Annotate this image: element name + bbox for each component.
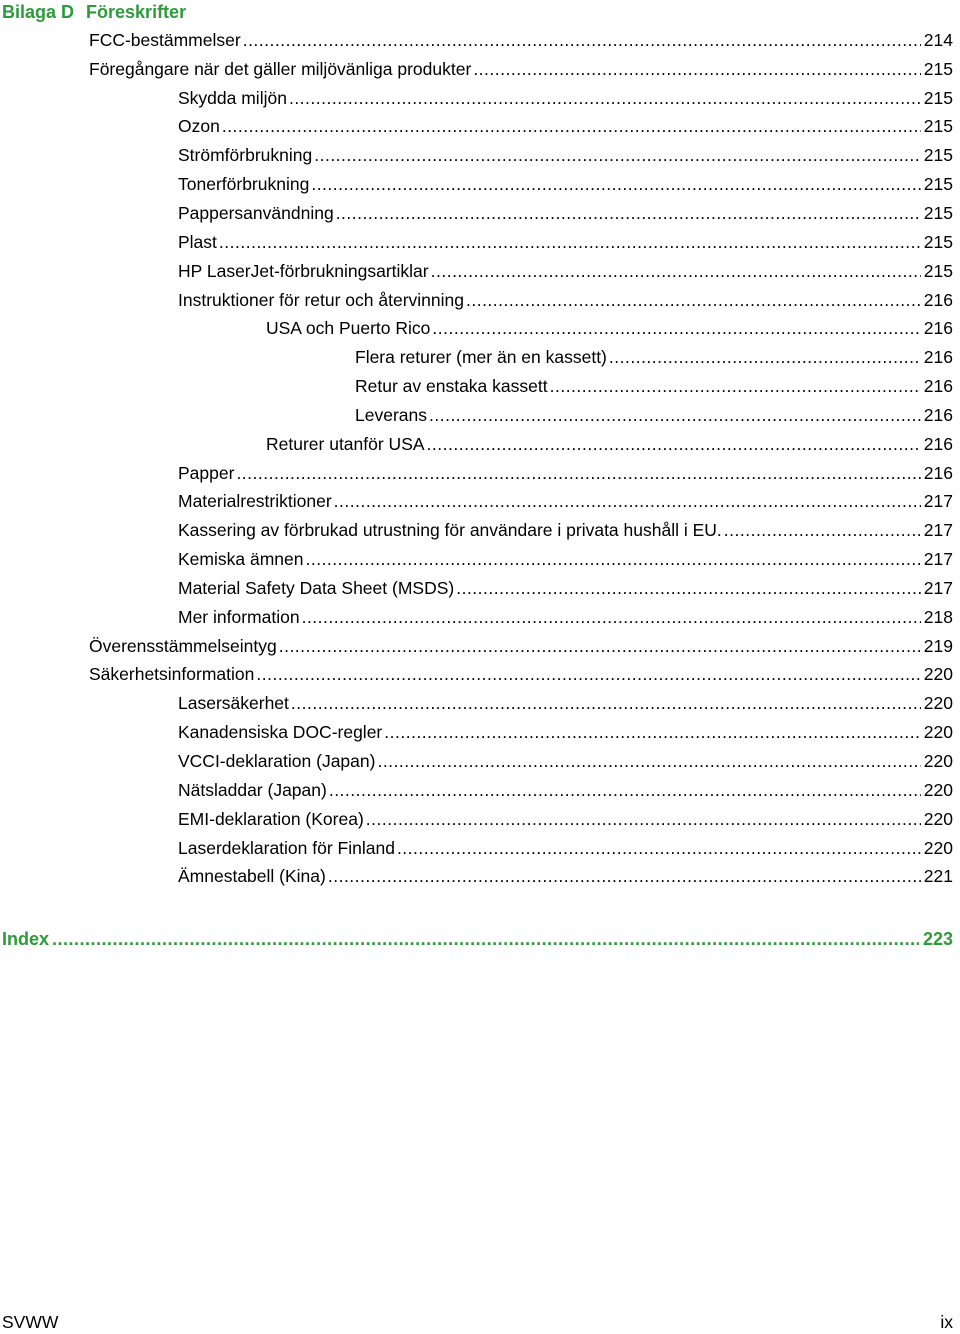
toc-entry-title: Material Safety Data Sheet (MSDS) (178, 577, 455, 598)
chapter-title: Föreskrifter (86, 2, 187, 22)
dot-leader (334, 491, 921, 512)
toc-entry[interactable] (0, 516, 960, 545)
toc-entry-title: Tonerförbrukning (178, 174, 310, 195)
toc-entry-page: 220 (923, 722, 953, 743)
toc-entry-page: 217 (923, 520, 953, 541)
toc-entry-title: EMI-deklaration (Korea) (178, 808, 364, 829)
toc-entry[interactable] (0, 747, 960, 776)
toc-entry-page: 220 (923, 779, 953, 800)
dot-leader (456, 578, 921, 599)
toc-entry-title: Nätsladdar (Japan) (178, 779, 327, 800)
toc-entry-title: Föregångare när det gäller miljövänliga produkter (89, 58, 472, 79)
toc-entry-title: Leverans (355, 404, 427, 425)
toc-entry[interactable] (0, 718, 960, 747)
toc-entry-page: 217 (923, 491, 953, 512)
toc-entry-title: Ämnestabell (Kina) (178, 866, 326, 887)
toc-entry-page: 220 (923, 837, 953, 858)
dot-leader (289, 88, 921, 109)
dot-leader (431, 261, 921, 282)
toc-entry-title: Laserdeklaration för Finland (178, 837, 395, 858)
dot-leader (609, 347, 921, 368)
dot-leader (724, 520, 921, 541)
toc-entry[interactable] (0, 805, 960, 834)
dot-leader (397, 838, 921, 859)
toc-entry-title: Överensstämmelseintyg (89, 635, 277, 656)
toc-entry[interactable] (0, 286, 960, 315)
toc-entry-title: Strömförbrukning (178, 145, 313, 166)
toc-entry-title: Lasersäkerhet (178, 693, 289, 714)
toc-entry-page: 220 (923, 751, 953, 772)
toc-entry-page: 215 (923, 202, 953, 223)
toc-entry-title: FCC-bestämmelser (89, 29, 241, 50)
dot-leader (291, 693, 921, 714)
toc-entry-title: Kassering av förbrukad utrustning för användare i privata hushåll i EU. (178, 520, 722, 541)
toc-entry-title: Plast (178, 231, 217, 252)
toc-entry-title: Kanadensiska DOC-regler (178, 722, 383, 743)
toc-entry-page: 216 (923, 404, 953, 425)
dot-leader (384, 722, 921, 743)
dot-leader (429, 405, 921, 426)
dot-leader (279, 636, 921, 657)
toc-entry-page: 215 (923, 260, 953, 281)
toc-entry-title: Papper (178, 462, 235, 483)
toc-entry[interactable] (0, 574, 960, 603)
index-entry-page: 223 (922, 928, 953, 949)
toc-entry[interactable] (0, 257, 960, 286)
dot-leader (473, 59, 920, 80)
toc-entry-page: 215 (923, 145, 953, 166)
toc-entry[interactable] (0, 459, 960, 488)
toc-entry-title: Retur av enstaka kassett (355, 376, 548, 397)
dot-leader (302, 607, 921, 628)
toc-entry-title: Säkerhetsinformation (89, 664, 255, 685)
toc-entry[interactable] (0, 834, 960, 863)
toc-entry-page: 220 (923, 693, 953, 714)
toc-entry[interactable] (0, 545, 960, 574)
dot-leader (550, 376, 921, 397)
toc-entry-page: 220 (923, 808, 953, 829)
toc-entry[interactable] (0, 632, 960, 661)
table-of-contents (0, 26, 960, 891)
toc-entry-title: Materialrestriktioner (178, 491, 332, 512)
toc-entry[interactable] (0, 862, 960, 891)
toc-entry[interactable] (0, 343, 960, 372)
toc-entry-page: 217 (923, 549, 953, 570)
toc-entry-page: 217 (923, 577, 953, 598)
toc-entry-page: 215 (923, 58, 953, 79)
toc-entry-title: VCCI-deklaration (Japan) (178, 751, 376, 772)
toc-entry-title: Ozon (178, 116, 220, 137)
dot-leader (328, 866, 921, 887)
toc-entry-title: Instruktioner för retur och återvinning (178, 289, 464, 310)
toc-entry-title: HP LaserJet-förbrukningsartiklar (178, 260, 429, 281)
toc-entry-title: Pappersanvändning (178, 202, 334, 223)
dot-leader (52, 929, 919, 950)
dot-leader (222, 116, 921, 137)
toc-entry[interactable] (0, 488, 960, 517)
toc-entry-page: 216 (923, 462, 953, 483)
toc-entry[interactable] (0, 199, 960, 228)
toc-entry[interactable] (0, 55, 960, 84)
dot-leader (256, 664, 920, 685)
footer-left-label: SVWW (2, 1312, 59, 1332)
toc-entry-page: 215 (923, 231, 953, 252)
dot-leader (432, 318, 920, 339)
chapter-number: Bilaga D (2, 2, 75, 22)
chapter-heading (2, 0, 186, 24)
toc-entry-page: 215 (923, 87, 953, 108)
dot-leader (366, 809, 921, 830)
toc-entry[interactable] (0, 84, 960, 113)
toc-entry[interactable] (0, 372, 960, 401)
toc-entry[interactable] (0, 228, 960, 257)
toc-entry-page: 215 (923, 116, 953, 137)
toc-entry-page: 218 (923, 606, 953, 627)
footer-page-number: ix (940, 1312, 953, 1332)
toc-entry[interactable] (0, 141, 960, 170)
toc-entry[interactable] (0, 776, 960, 805)
toc-entry-title: Mer information (178, 606, 300, 627)
index-entry-title: Index (2, 928, 50, 949)
toc-entry-page: 219 (923, 635, 953, 656)
dot-leader (427, 434, 921, 455)
dot-leader (219, 232, 921, 253)
dot-leader (377, 751, 920, 772)
toc-entry[interactable] (0, 430, 960, 459)
toc-entry[interactable] (0, 661, 960, 690)
toc-entry[interactable] (0, 603, 960, 632)
dot-leader (236, 463, 920, 484)
toc-entry[interactable] (0, 170, 960, 199)
toc-entry-title: Kemiska ämnen (178, 549, 304, 570)
toc-entry-page: 216 (923, 347, 953, 368)
toc-entry[interactable] (0, 314, 960, 343)
dot-leader (243, 30, 921, 51)
toc-entry-page: 216 (923, 289, 953, 310)
dot-leader (336, 203, 921, 224)
dot-leader (305, 549, 920, 570)
toc-entry-page: 216 (923, 376, 953, 397)
toc-entry-page: 216 (923, 433, 953, 454)
toc-entry[interactable] (0, 26, 960, 55)
toc-entry-page: 215 (923, 174, 953, 195)
toc-entry[interactable] (0, 689, 960, 718)
toc-entry-title: Flera returer (mer än en kassett) (355, 347, 607, 368)
toc-entry-title: Returer utanför USA (266, 433, 425, 454)
toc-entry-title: USA och Puerto Rico (266, 318, 431, 339)
toc-entry-page: 220 (923, 664, 953, 685)
dot-leader (466, 290, 921, 311)
index-entry[interactable] (0, 925, 960, 953)
toc-entry-page: 221 (923, 866, 953, 887)
dot-leader (311, 174, 920, 195)
toc-entry[interactable] (0, 113, 960, 142)
toc-entry-title: Skydda miljön (178, 87, 287, 108)
toc-entry[interactable] (0, 401, 960, 430)
dot-leader (329, 780, 921, 801)
dot-leader (314, 145, 921, 166)
toc-entry-page: 214 (923, 29, 953, 50)
toc-entry-page: 216 (923, 318, 953, 339)
